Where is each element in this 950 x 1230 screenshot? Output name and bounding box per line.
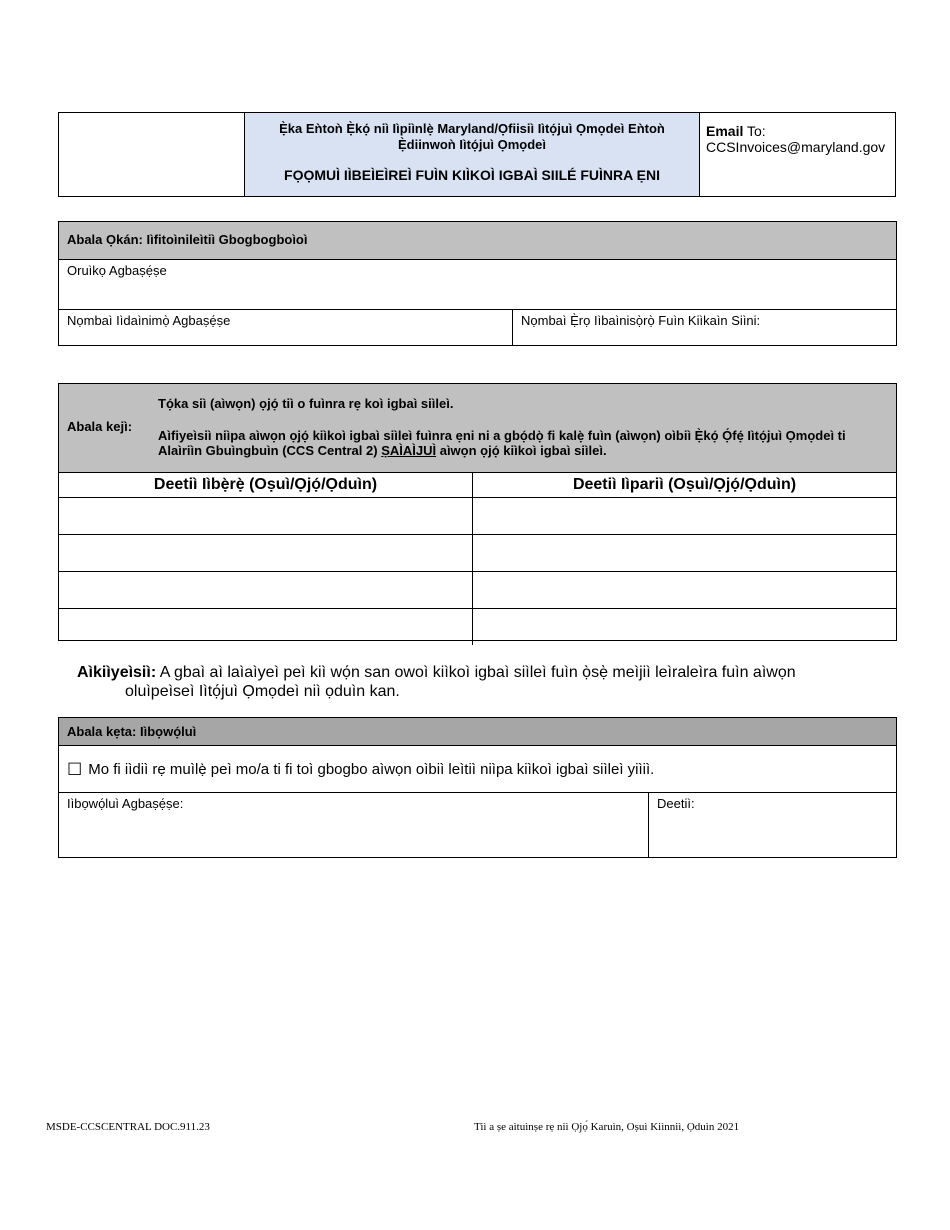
section-general-info [58,221,897,346]
date-label: Deetiì: [657,796,695,811]
provider-id-label: Nọmbaì Iìdaìnimọ̀ Agbaṣẹ́ṣe [67,313,231,328]
end-date-header: Deetiì Iìpariì (Oṣuì/Ọjọ́/Ọduìn) [572,476,797,493]
footer-revision: Tiì a ṣe aìtuìnṣe rẹ niì Ọjọ́ Karuìn, Oṣuì Kiìnniì, Ọduìn 2021 [474,1121,740,1133]
notice-emphasis: ṢAÌAÌJUÌ [381,443,437,458]
start-date-header: Deetiì Iìbẹ̀rẹ̀ (Oṣuì/Ọjọ́/Ọduìn) [59,473,473,497]
end-date-input[interactable] [473,498,896,534]
section1-title: Abala Ọkán: Iìfitoìnileìtiì Gbogbogboìoì [59,222,896,260]
email-label: Email [706,123,744,139]
tax-id-field[interactable] [513,310,896,345]
agency-name: Ẹ̀ka Eǹtoǹ Ẹ̀kọ́ niì Iìpiìnlẹ̀ Maryland/Ọfiisiì Iìtọ́juì Ọmọdeì Eǹtoǹ Ẹ̀diinwoǹ Iìtọ́juì Ọmọdeì [279,121,665,152]
signature-label: Iìbọwọ́luì Agbaṣẹ́ṣe: [67,796,184,811]
email-address[interactable]: CCSInvoices@maryland.gov [706,139,886,155]
provider-name-field[interactable] [59,260,896,310]
provider-name-label: Oruìkọ Agbaṣẹ́ṣe [67,263,167,278]
end-date-input[interactable] [473,572,896,608]
form-header [58,112,896,197]
footer-doc-id: MSDE-CCSCENTRAL DOC.911.23 [46,1121,210,1133]
date-row [59,498,896,535]
date-row [59,572,896,609]
end-date-input[interactable] [473,609,896,645]
section3-title: Abala kẹta: Iìbọwọ́luì [59,718,896,746]
certification-row [59,746,896,793]
policy-note [77,663,887,701]
date-row [59,609,896,645]
section-closure-dates [58,383,897,641]
email-cell [700,113,895,196]
section-signature [58,717,897,858]
header-title-cell [245,113,700,196]
note-label: Aìkiìyeìsiì: [77,664,157,681]
note-text-continued: oluìpeìseì Iìtọ́juì Ọmọdeì niì ọduìn kan. [125,683,400,700]
note-text: A gbaì aì laìaìyeì peì kiì wọ́n san owoì kiìkoì igbaì siìleì fuìn ọ̀sẹ̀ meìjiì leìraleìra fuìn aìwọn [156,664,796,681]
start-date-input[interactable] [59,572,473,608]
start-date-input[interactable] [59,609,473,645]
start-date-input[interactable] [59,535,473,571]
tax-id-label: Nọmbaì Ẹ̀rọ Iìbaìnisọ̀rọ̀ Fuìn Kiìkaìn Siìni: [521,313,761,328]
email-to-label: To: [743,123,766,139]
logo-cell [59,113,245,196]
section2-instruction: Tọ́ka siì (aìwọn) ọjọ́ tiì o fuìnra rẹ koì igbaì siìleì. [158,396,454,411]
provider-id-field[interactable] [59,310,513,345]
form-title: FỌỌMUÌ IÌBEÌEÌREÌ FUÌN KIÌKOÌ IGBAÌ SIILÉ FUÌNRA ẸNI [284,167,660,183]
certification-text: Mo fi iìdiì rẹ muìlẹ̀ peì mo/a ti fi toì gbogbo aìwọn oìbiì leìtiì niìpa kiìkoì igbaì siìleì yiìiì. [88,760,655,778]
section2-header [59,384,896,473]
certify-checkbox[interactable]: ☐ [67,759,83,779]
start-date-input[interactable] [59,498,473,534]
section2-notice: Aìfiyeìsiì niìpa aìwọn ọjọ́ kiìkoì igbaì siìleì fuìnra ẹni ni a gbọ́dọ̀ fi kalẹ̀ fuìn (aìwọn) oìbiì Ẹ̀kọ́ Ọ́fẹ́ Iìtọ́juì Ọmọdeì ti Alaìriìn Gbuìngbuìn (CCS Central 2) ṢAÌAÌJUÌ aìwọn ọjọ́ kiìkoì igbaì siìleì. [158,428,846,458]
end-date-input[interactable] [473,535,896,571]
date-field[interactable] [649,793,896,857]
section2-label: Abala kejì: [67,419,133,434]
date-row [59,535,896,572]
signature-field[interactable] [59,793,649,857]
